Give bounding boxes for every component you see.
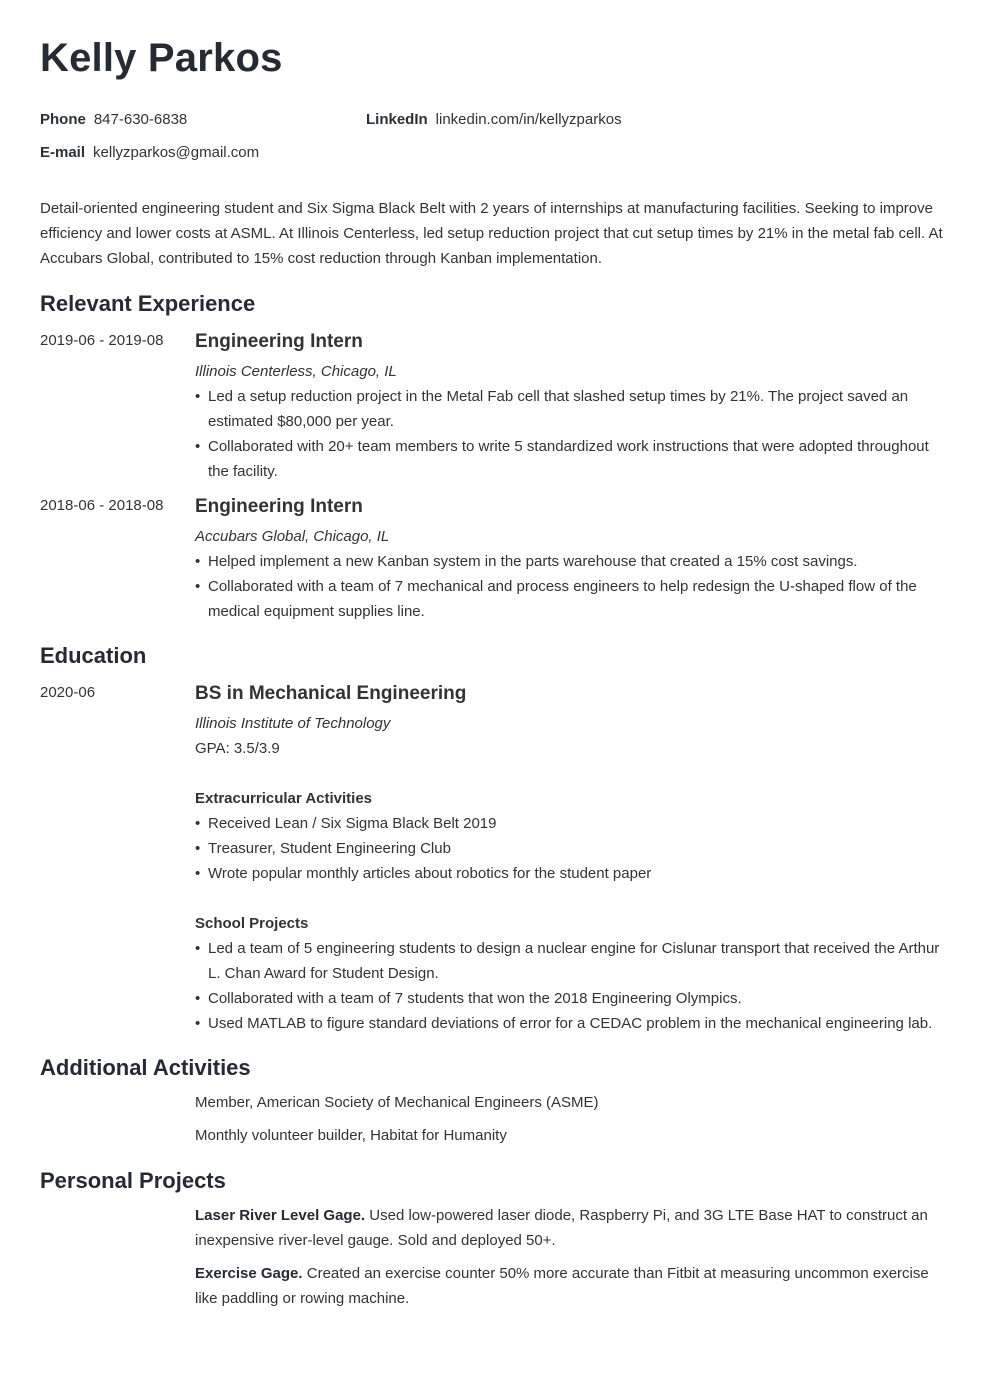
list-item: • Collaborated with a team of 7 students that won the 2018 Engineering Olympics. [195,986,947,1011]
project-name: Laser River Level Gage. [195,1207,366,1224]
job-company: Illinois Centerless, Chicago, IL [195,363,397,380]
candidate-name: Kelly Parkos [40,36,283,80]
job-entry [195,330,947,484]
education-heading: Education [40,643,147,668]
contact-linkedin [366,111,622,128]
job-bullet: • Led a setup reduction project in the Metal Fab cell that slashed setup times by 21%. The project saved an estimated $80,000 per year. [195,384,947,434]
list-item: • Wrote popular monthly articles about robotics for the student paper [195,861,947,886]
job-title: Engineering Intern [195,496,363,517]
education-entry [195,682,947,1036]
school-projects-heading: School Projects [195,915,309,932]
list-item: • Led a team of 5 engineering students to design a nuclear engine for Cislunar transport that received the Arthur L. Chan Award for Student Design. [195,936,947,986]
education-date: 2020-06 [40,684,96,701]
phone-value: 847-630-6838 [93,111,188,128]
job-bullets [195,549,947,624]
contact-email [40,144,259,161]
list-item: • Used MATLAB to figure standard deviations of error for a CEDAC problem in the mechanical engineering lab. [195,1011,947,1036]
email-label: E-mail [40,144,86,161]
school-projects-list [195,936,947,1036]
job-title: Engineering Intern [195,331,363,352]
personal-projects-heading: Personal Projects [40,1168,226,1193]
extracurricular-list [195,811,947,886]
job-dates: 2019-06 - 2019-08 [40,332,164,349]
degree-title: BS in Mechanical Engineering [195,683,467,704]
personal-project [195,1203,947,1253]
additional-item: Member, American Society of Mechanical Engineers (ASME) [195,1094,599,1111]
linkedin-label: LinkedIn [366,111,428,128]
list-item: • Received Lean / Six Sigma Black Belt 2019 [195,811,947,836]
job-dates: 2018-06 - 2018-08 [40,497,164,514]
summary-paragraph: Detail-oriented engineering student and Six Sigma Black Belt with 2 years of internships at manufacturing facilities. Seeking to improve efficiency and lower costs at ASML. At Illinois Centerless, led setup reduction project that cut setup times by 21% in the metal fab cell. At Accubars Global, contributed to 15% cost reduction through Kanban implementation. [40,200,943,267]
project-description: Used low-powered laser diode, Raspberry Pi, and 3G LTE Base HAT to construct an inexpensive river-level gauge. Sold and deployed 50+. [195,1207,928,1249]
additional-heading: Additional Activities [40,1055,251,1080]
experience-heading: Relevant Experience [40,291,256,316]
job-company: Accubars Global, Chicago, IL [195,528,390,545]
linkedin-value[interactable]: linkedin.com/in/kellyzparkos [435,111,622,128]
project-name: Exercise Gage. [195,1265,303,1282]
contact-phone [40,111,187,128]
job-bullet: • Helped implement a new Kanban system in the parts warehouse that created a 15% cost savings. [195,549,947,574]
additional-item: Monthly volunteer builder, Habitat for Humanity [195,1127,507,1144]
phone-label: Phone [40,111,86,128]
project-description: Created an exercise counter 50% more accurate than Fitbit at measuring uncommon exercise like paddling or rowing machine. [195,1265,929,1307]
job-bullets [195,384,947,484]
job-entry [195,495,947,624]
job-bullet: • Collaborated with 20+ team members to write 5 standardized work instructions that were adopted throughout the facility. [195,434,947,484]
list-item: • Treasurer, Student Engineering Club [195,836,947,861]
personal-project [195,1261,947,1311]
email-value[interactable]: kellyzparkos@gmail.com [93,144,260,161]
school-name: Illinois Institute of Technology [195,715,391,732]
gpa: GPA: 3.5/3.9 [195,740,280,757]
job-bullet: • Collaborated with a team of 7 mechanical and process engineers to help redesign the U-shaped flow of the medical equipment supplies line. [195,574,947,624]
extracurricular-heading: Extracurricular Activities [195,790,373,807]
